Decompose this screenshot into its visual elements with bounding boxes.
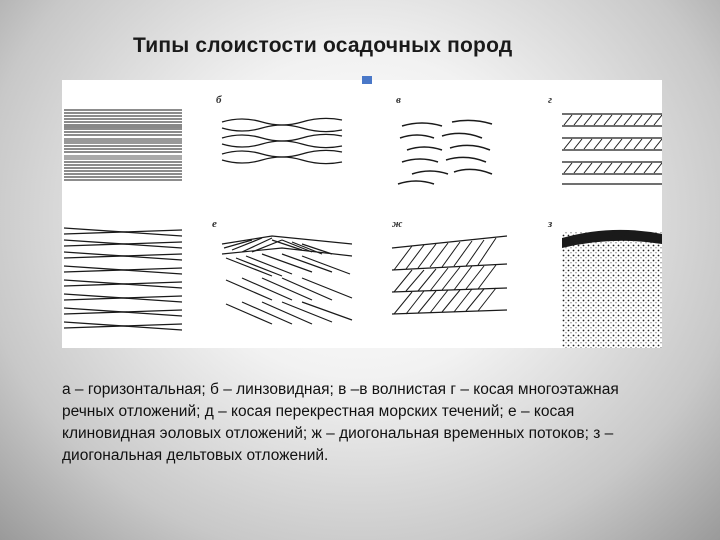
panel-cross-multistorey [512, 80, 662, 214]
slide-marker [362, 76, 372, 84]
panel-lenticular [212, 80, 362, 214]
panel-wedge-eolian [212, 214, 362, 348]
panel-cross-marine [62, 214, 212, 348]
panel-letter: ж [392, 218, 403, 230]
panel-letter: е [212, 218, 217, 230]
panel-letter: б [216, 94, 222, 106]
slide-title: Типы слоистости осадочных пород [133, 34, 513, 57]
panel-horizontal [62, 80, 212, 214]
panel-letter: в [396, 94, 401, 106]
stratification-figure [62, 80, 662, 348]
figure-caption: а – горизонтальная; б – линзовидная; в –в волнистая г – косая многоэтажная речных отложений; д – косая перекрестная морских течений; е – косая клиновидная эоловых отложений; ж – диогональная временных потоков; з – диогональная дельтовых отложений. [62, 381, 619, 464]
panel-letter: з [548, 218, 553, 230]
panel-diagonal-streams [362, 214, 512, 348]
panel-diagonal-delta [512, 214, 662, 348]
panel-wavy [362, 80, 512, 214]
panel-letter: г [548, 94, 553, 106]
